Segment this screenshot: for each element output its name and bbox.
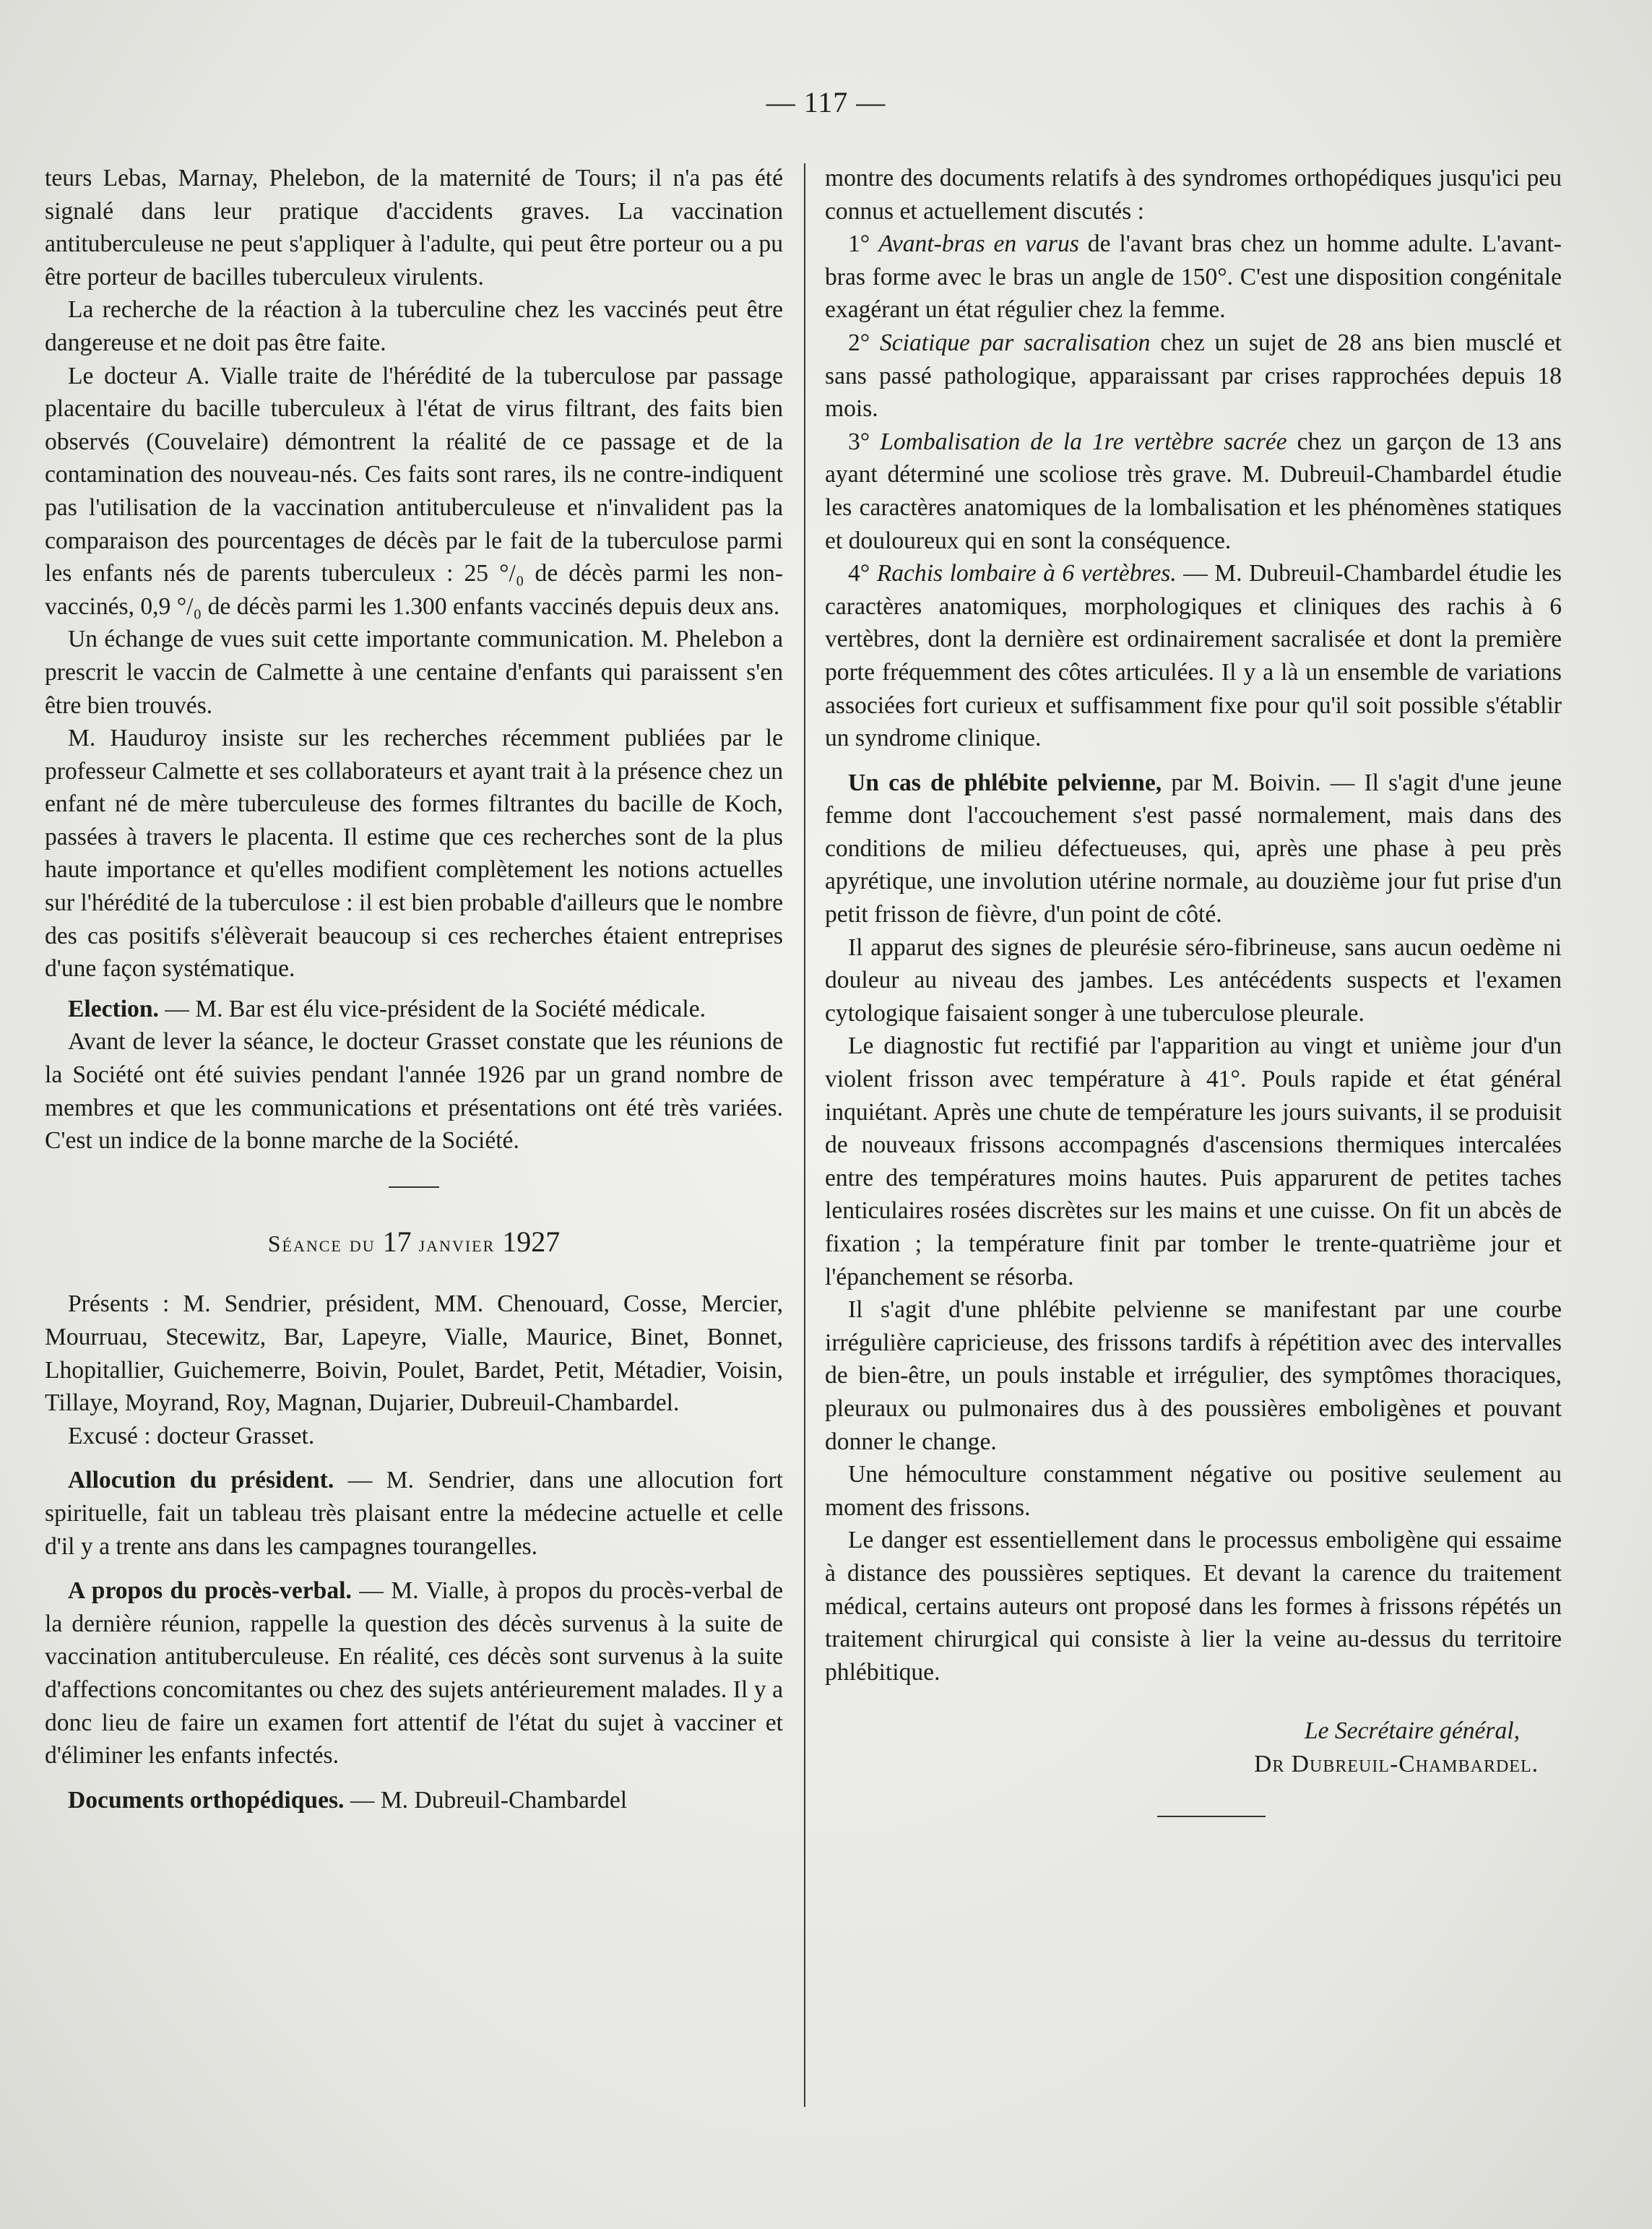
paragraph: Le docteur A. Vialle traite de l'hérédité de la tuberculose par passage placentaire du bacille tuberculeux à l'état de virus filtrant, des faits bien observés (Couvelaire) démontrent la réalité de ce passage et de la contamination des nouveau-nés. Ces faits sont rares, ils ne contre-indiquent pas l'utilisation de la vaccination antituberculeuse et n'invalident pas la comparaison des pourcentages de décès par le fait de la tuberculose parmi les enfants nés de parents tuberculeux : 25 °/₀ de décès parmi les non-vaccinés, 0,9 °/₀ de décès parmi les 1.300 enfants vaccinés depuis deux ans. <box>45 362 783 620</box>
election-paragraph: Election. — M. Bar est élu vice-président de la Société médicale. <box>68 995 706 1022</box>
paragraph: La recherche de la réaction à la tuberculine chez les vaccinés peut être dangereuse et ne doit pas être faite. <box>45 296 783 356</box>
paragraph: Un échange de vues suit cette importante communication. M. Phelebon a prescrit le vaccin de Calmette à une centaine d'enfants qui paraissent s'en être bien trouvés. <box>45 626 783 719</box>
section-heading: Allocution du président. <box>68 1467 334 1494</box>
section-heading: Election. <box>68 995 159 1022</box>
paragraph: Il s'agit d'une phlébite pelvienne se manifestant par une courbe irrégulière capricieuse, des frissons tardifs à répétition avec des intervalles de bien-être, un pouls instable et irrégulier, des symptômes thoraciques, pleuraux ou pulmonaires dus à des poussières emboligènes et pouvant donner le change. <box>825 1296 1562 1455</box>
list-item: 2° Sciatique par sacralisation chez un sujet de 28 ans bien musclé et sans passé pathologique, apparaissant par crises rapprochées depuis 18 mois. <box>825 329 1562 423</box>
list-item: 1° Avant-bras en varus de l'avant bras chez un homme adulte. L'avant-bras forme avec le bras un angle de 150°. C'est une disposition congénitale exagérant un état régulier chez la femme. <box>825 230 1562 324</box>
right-column <box>825 162 1562 1817</box>
excuse-paragraph: Excusé : docteur Grasset. <box>68 1422 315 1449</box>
phlebite-paragraph: Un cas de phlébite pelvienne, par M. Boivin. — Il s'agit d'une jeune femme dont l'accouchement s'est passé normalement, mais dans des conditions de milieu défectueuses, qui, après une phase à peu près apyrétique, une involution utérine normale, au douzième jour fut prise d'un petit frisson de fièvre, d'un point de côté. <box>825 769 1562 928</box>
page-number: — 117 — <box>766 86 886 118</box>
paragraph: Une hémoculture constamment négative ou positive seulement au moment des frissons. <box>825 1461 1562 1521</box>
proces-verbal-paragraph: A propos du procès-verbal. — M. Vialle, à propos du procès-verbal de la dernière réunion, rappelle la question des décès survenus à la suite de vaccination antituberculeuse. En réalité, ces décès sont survenus à la suite d'affections concomitantes ou chez des sujets antérieurement malades. Il y a donc lieu de faire un examen fort attentif de l'état du sujet à vacciner et d'éliminer les enfants infectés. <box>45 1577 783 1769</box>
paragraph: Il apparut des signes de pleurésie séro-fibrineuse, sans aucun oedème ni douleur au niveau des jambes. Les antécédents suspects et l'examen cytologique faisaient songer à une tuberculose pleurale. <box>825 934 1562 1027</box>
section-heading: Documents orthopédiques. <box>68 1786 345 1814</box>
presents-paragraph: Présents : M. Sendrier, président, MM. Chenouard, Cosse, Mercier, Mourruau, Stecewitz, Bar, Lapeyre, Vialle, Maurice, Binet, Bonnet, Lhopitallier, Guichemerre, Boivin, Poulet, Bardet, Petit, Métadier, Voisin, Tillaye, Moyrand, Roy, Magnan, Dujarier, Dubreuil-Chambardel. <box>45 1290 783 1417</box>
paragraph: M. Hauduroy insiste sur les recherches récemment publiées par le professeur Calmette et ses collaborateurs et ayant trait à la présence chez un enfant né de mère tuberculeuse des formes filtrantes du bacille de Koch, passées à travers le placenta. Il estime que ces recherches sont de la plus haute importance et qu'elles modifient complètement les notions actuelles sur l'hérédité de la tuberculose : il est bien probable d'ailleurs que le nombre des cas positifs s'élèverait beaucoup si ces recherches étaient entreprises d'une façon systématique. <box>45 725 783 983</box>
end-divider <box>1157 1816 1266 1817</box>
paragraph: Le danger est essentiellement dans le processus emboligène qui essaime à distance des poussières septiques. Et devant la carence du traitement médical, certains auteurs ont proposé dans les formes à frissons répétés un traitement chirurgical qui consiste à lier la veine au-dessus du territoire phlébitique. <box>825 1527 1562 1686</box>
paragraph: montre des documents relatifs à des syndromes orthopédiques jusqu'ici peu connus et actuellement discutés : <box>825 165 1562 225</box>
paragraph: teurs Lebas, Marnay, Phelebon, de la maternité de Tours; il n'a pas été signalé dans leur pratique d'accidents graves. La vaccination antituberculeuse ne peut s'appliquer à l'adulte, qui peut être porteur ou a pu être porteur de bacilles tuberculeux virulents. <box>45 165 783 290</box>
allocution-paragraph: Allocution du président. — M. Sendrier, dans une allocution fort spirituelle, fait un tableau très plaisant entre la médecine actuelle et celle d'il y a trente ans dans les campagnes tourangelles. <box>45 1467 783 1560</box>
documents-paragraph: Documents orthopédiques. — M. Dubreuil-Chambardel <box>68 1786 628 1814</box>
column-divider <box>804 163 805 2107</box>
seance-title: Séance du 17 janvier 1927 <box>267 1225 561 1258</box>
list-item: 4° Rachis lombaire à 6 vertèbres. — M. Dubreuil-Chambardel étudie les caractères anatomiques, morphologiques et cliniques des rachis à 6 vertèbres, dont la dernière est ordinairement sacralisée et dont la première porte fréquemment des côtes articulées. Il y a là un ensemble de variations associées fort curieux et suffisamment fixe pour qu'il soit possible s'établir un syndrome clinique. <box>825 560 1562 752</box>
signature-title: Le Secrétaire général, <box>1304 1717 1520 1745</box>
list-item: 3° Lombalisation de la 1re vertèbre sacrée chez un garçon de 13 ans ayant déterminé une scoliose très grave. M. Dubreuil-Chambardel étudie les caractères anatomiques de la lombalisation et les phénomènes statiques et douloureux qui en sont la conséquence. <box>825 428 1562 554</box>
left-column <box>45 162 783 1816</box>
paragraph: Avant de lever la séance, le docteur Grasset constate que les réunions de la Société ont été suivies pendant l'année 1926 par un grand nombre de membres et que les communications et présentations ont été très variées. C'est un indice de la bonne marche de la Société. <box>45 1028 783 1155</box>
paragraph: Le diagnostic fut rectifié par l'apparition au vingt et unième jour d'un violent frisson avec température à 41°. Pouls rapide et état général inquiétant. Après une chute de température les jours suivants, il se produisit de nouveaux frissons accompagnés d'ascensions thermiques intercalées entre des températures moins hautes. Puis apparurent de petites taches lenticulaires rosées discrètes sur les mains et une cuisse. On fit un abcès de fixation ; la température finit par tomber le trente-quatrième jour et l'épanchement se résorba. <box>825 1032 1562 1290</box>
section-divider <box>389 1186 439 1188</box>
signature-name: Dr Dubreuil-Chambardel. <box>1254 1750 1539 1777</box>
section-heading: Un cas de phlébite pelvienne, <box>848 769 1162 796</box>
section-heading: A propos du procès-verbal. <box>68 1577 352 1605</box>
